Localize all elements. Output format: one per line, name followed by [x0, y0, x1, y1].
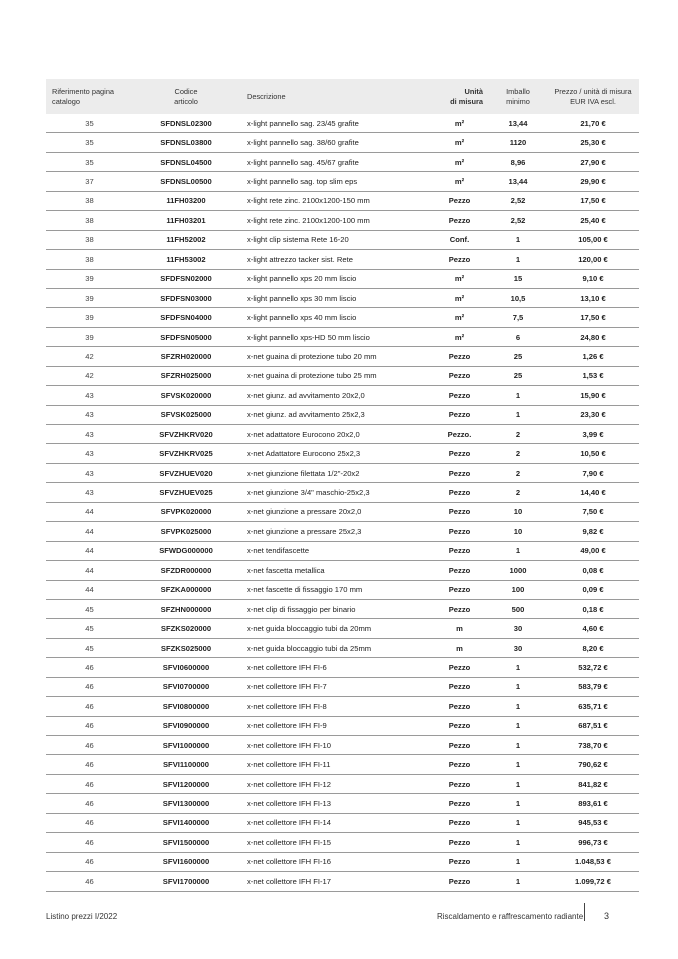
cell-catalog-page: 38	[46, 191, 133, 210]
table-row	[46, 327, 639, 346]
cell-article-code: 11FH03201	[133, 211, 239, 230]
cell-article-code: SFZDR000000	[133, 561, 239, 580]
cell-description: x-net giunz. ad avvitamento 20x2,0	[239, 386, 430, 405]
cell-unit: Pezzo	[430, 347, 489, 366]
cell-unit: Pezzo	[430, 813, 489, 832]
cell-description: x-net giunzione a pressare 20x2,0	[239, 502, 430, 521]
table-row	[46, 697, 639, 716]
cell-price: 27,90 €	[547, 152, 639, 171]
price-table	[46, 79, 639, 892]
cell-description: x-light pannello sag. 23/45 grafite	[239, 114, 430, 133]
header-catalog-page: Riferimento pagina catalogo	[46, 79, 133, 114]
cell-article-code: SFVZHKRV020	[133, 425, 239, 444]
cell-catalog-page: 44	[46, 561, 133, 580]
cell-price: 8,20 €	[547, 638, 639, 657]
header-unit: Unità di misura	[430, 79, 489, 114]
cell-min-pack: 13,44	[489, 172, 547, 191]
footer-section-title: Riscaldamento e raffrescamento radiante	[437, 912, 584, 921]
cell-min-pack: 1	[489, 813, 547, 832]
cell-catalog-page: 44	[46, 541, 133, 560]
cell-min-pack: 1	[489, 755, 547, 774]
cell-catalog-page: 46	[46, 755, 133, 774]
cell-catalog-page: 43	[46, 386, 133, 405]
cell-article-code: SFWDG000000	[133, 541, 239, 560]
cell-unit: m²	[430, 308, 489, 327]
header-min-pack: Imballo minimo	[489, 79, 547, 114]
table-row	[46, 716, 639, 735]
cell-min-pack: 10	[489, 502, 547, 521]
cell-catalog-page: 45	[46, 599, 133, 618]
cell-catalog-page: 37	[46, 172, 133, 191]
cell-unit: m²	[430, 327, 489, 346]
cell-article-code: SFZKS020000	[133, 619, 239, 638]
table-row	[46, 463, 639, 482]
cell-min-pack: 10,5	[489, 288, 547, 307]
cell-description: x-net collettore IFH FI-17	[239, 872, 430, 891]
cell-price: 17,50 €	[547, 191, 639, 210]
table-row	[46, 386, 639, 405]
cell-catalog-page: 43	[46, 405, 133, 424]
cell-catalog-page: 39	[46, 308, 133, 327]
cell-description: x-net clip di fissaggio per binario	[239, 599, 430, 618]
table-row	[46, 522, 639, 541]
cell-price: 583,79 €	[547, 677, 639, 696]
cell-min-pack: 1	[489, 658, 547, 677]
page-number: 3	[604, 911, 610, 921]
cell-unit: Conf.	[430, 230, 489, 249]
cell-min-pack: 1	[489, 386, 547, 405]
cell-description: x-net adattatore Eurocono 20x2,0	[239, 425, 430, 444]
cell-min-pack: 30	[489, 638, 547, 657]
cell-description: x-light rete zinc. 2100x1200-150 mm	[239, 191, 430, 210]
cell-unit: m²	[430, 114, 489, 133]
cell-price: 687,51 €	[547, 716, 639, 735]
cell-min-pack: 1	[489, 677, 547, 696]
cell-min-pack: 2	[489, 483, 547, 502]
cell-description: x-light pannello sag. top slim eps	[239, 172, 430, 191]
cell-article-code: SFZRH025000	[133, 366, 239, 385]
header-article-code: Codice articolo	[133, 79, 239, 114]
cell-price: 945,53 €	[547, 813, 639, 832]
cell-price: 13,10 €	[547, 288, 639, 307]
table-row	[46, 638, 639, 657]
cell-description: x-net collettore IFH FI-11	[239, 755, 430, 774]
cell-unit: m	[430, 619, 489, 638]
table-body	[46, 114, 639, 891]
cell-unit: Pezzo	[430, 191, 489, 210]
cell-catalog-page: 35	[46, 133, 133, 152]
cell-price: 24,80 €	[547, 327, 639, 346]
cell-article-code: SFVI0600000	[133, 658, 239, 677]
cell-price: 9,10 €	[547, 269, 639, 288]
cell-article-code: SFVZHUEV025	[133, 483, 239, 502]
cell-article-code: SFVI1200000	[133, 774, 239, 793]
cell-min-pack: 1	[489, 697, 547, 716]
cell-price: 532,72 €	[547, 658, 639, 677]
cell-min-pack: 1	[489, 872, 547, 891]
cell-description: x-net collettore IFH FI-8	[239, 697, 430, 716]
cell-price: 49,00 €	[547, 541, 639, 560]
cell-price: 25,40 €	[547, 211, 639, 230]
cell-catalog-page: 46	[46, 813, 133, 832]
cell-catalog-page: 46	[46, 852, 133, 871]
cell-description: x-net tendifascette	[239, 541, 430, 560]
cell-article-code: SFDNSL00500	[133, 172, 239, 191]
cell-catalog-page: 35	[46, 114, 133, 133]
table-row	[46, 133, 639, 152]
cell-min-pack: 100	[489, 580, 547, 599]
table-row	[46, 736, 639, 755]
cell-unit: m	[430, 638, 489, 657]
cell-min-pack: 2	[489, 425, 547, 444]
table-row	[46, 813, 639, 832]
cell-min-pack: 1	[489, 405, 547, 424]
cell-description: x-net collettore IFH FI-6	[239, 658, 430, 677]
cell-article-code: SFVI1000000	[133, 736, 239, 755]
cell-description: x-net giunz. ad avvitamento 25x2,3	[239, 405, 430, 424]
cell-article-code: SFVI1400000	[133, 813, 239, 832]
cell-unit: Pezzo	[430, 716, 489, 735]
cell-min-pack: 1	[489, 716, 547, 735]
cell-description: x-net collettore IFH FI-15	[239, 833, 430, 852]
cell-unit: Pezzo	[430, 366, 489, 385]
cell-catalog-page: 35	[46, 152, 133, 171]
cell-unit: Pezzo	[430, 774, 489, 793]
table-row	[46, 405, 639, 424]
cell-description: x-light pannello sag. 38/60 grafite	[239, 133, 430, 152]
cell-price: 1,53 €	[547, 366, 639, 385]
cell-catalog-page: 46	[46, 736, 133, 755]
cell-price: 1.099,72 €	[547, 872, 639, 891]
cell-description: x-net collettore IFH FI-9	[239, 716, 430, 735]
cell-description: x-light pannello sag. 45/67 grafite	[239, 152, 430, 171]
cell-price: 17,50 €	[547, 308, 639, 327]
table-header	[46, 79, 639, 114]
cell-min-pack: 8,96	[489, 152, 547, 171]
table-row	[46, 308, 639, 327]
cell-catalog-page: 46	[46, 872, 133, 891]
cell-min-pack: 1	[489, 833, 547, 852]
cell-description: x-light rete zinc. 2100x1200-100 mm	[239, 211, 430, 230]
cell-price: 3,99 €	[547, 425, 639, 444]
cell-unit: Pezzo	[430, 677, 489, 696]
cell-unit: Pezzo	[430, 794, 489, 813]
cell-price: 120,00 €	[547, 250, 639, 269]
cell-min-pack: 2	[489, 444, 547, 463]
cell-unit: Pezzo	[430, 736, 489, 755]
cell-unit: Pezzo	[430, 872, 489, 891]
cell-min-pack: 10	[489, 522, 547, 541]
cell-price: 7,50 €	[547, 502, 639, 521]
cell-catalog-page: 39	[46, 288, 133, 307]
cell-catalog-page: 38	[46, 211, 133, 230]
cell-catalog-page: 42	[46, 366, 133, 385]
cell-min-pack: 25	[489, 366, 547, 385]
cell-catalog-page: 43	[46, 444, 133, 463]
cell-catalog-page: 46	[46, 697, 133, 716]
cell-description: x-net giunzione a pressare 25x2,3	[239, 522, 430, 541]
cell-description: x-net guaina di protezione tubo 20 mm	[239, 347, 430, 366]
cell-min-pack: 1000	[489, 561, 547, 580]
cell-price: 9,82 €	[547, 522, 639, 541]
cell-description: x-light pannello xps 20 mm liscio	[239, 269, 430, 288]
cell-min-pack: 2	[489, 463, 547, 482]
cell-price: 841,82 €	[547, 774, 639, 793]
cell-catalog-page: 44	[46, 502, 133, 521]
cell-article-code: SFVZHUEV020	[133, 463, 239, 482]
cell-unit: Pezzo	[430, 561, 489, 580]
footer-price-list: Listino prezzi I/2022	[46, 912, 118, 921]
cell-description: x-net guida bloccaggio tubi da 20mm	[239, 619, 430, 638]
cell-min-pack: 1	[489, 736, 547, 755]
table-row	[46, 191, 639, 210]
table-row	[46, 561, 639, 580]
cell-price: 15,90 €	[547, 386, 639, 405]
cell-unit: Pezzo	[430, 833, 489, 852]
cell-price: 738,70 €	[547, 736, 639, 755]
footer-divider	[584, 903, 585, 921]
cell-description: x-light pannello xps-HD 50 mm liscio	[239, 327, 430, 346]
cell-article-code: 11FH52002	[133, 230, 239, 249]
cell-unit: Pezzo	[430, 386, 489, 405]
table-row	[46, 114, 639, 133]
cell-catalog-page: 38	[46, 250, 133, 269]
cell-unit: Pezzo	[430, 250, 489, 269]
cell-article-code: SFVPK025000	[133, 522, 239, 541]
cell-article-code: SFVI1700000	[133, 872, 239, 891]
cell-catalog-page: 46	[46, 774, 133, 793]
cell-price: 21,70 €	[547, 114, 639, 133]
cell-catalog-page: 39	[46, 269, 133, 288]
cell-catalog-page: 43	[46, 483, 133, 502]
cell-article-code: SFVI1600000	[133, 852, 239, 871]
cell-unit: Pezzo	[430, 463, 489, 482]
cell-min-pack: 25	[489, 347, 547, 366]
cell-min-pack: 1	[489, 794, 547, 813]
table-row	[46, 794, 639, 813]
header-description: Descrizione	[239, 79, 430, 114]
cell-article-code: SFDFSN03000	[133, 288, 239, 307]
cell-article-code: SFVI1100000	[133, 755, 239, 774]
cell-unit: Pezzo	[430, 522, 489, 541]
cell-price: 23,30 €	[547, 405, 639, 424]
cell-price: 7,90 €	[547, 463, 639, 482]
cell-min-pack: 1	[489, 852, 547, 871]
cell-catalog-page: 44	[46, 522, 133, 541]
cell-price: 0,18 €	[547, 599, 639, 618]
cell-unit: m²	[430, 152, 489, 171]
cell-unit: m²	[430, 172, 489, 191]
cell-unit: m²	[430, 288, 489, 307]
cell-unit: m²	[430, 133, 489, 152]
cell-article-code: SFVI0900000	[133, 716, 239, 735]
cell-description: x-net fascetta metallica	[239, 561, 430, 580]
cell-min-pack: 1	[489, 774, 547, 793]
cell-price: 1,26 €	[547, 347, 639, 366]
cell-article-code: SFDNSL02300	[133, 114, 239, 133]
cell-price: 4,60 €	[547, 619, 639, 638]
cell-min-pack: 2,52	[489, 191, 547, 210]
cell-catalog-page: 43	[46, 425, 133, 444]
cell-price: 0,08 €	[547, 561, 639, 580]
cell-description: x-net collettore IFH FI-12	[239, 774, 430, 793]
cell-unit: Pezzo	[430, 658, 489, 677]
cell-catalog-page: 46	[46, 794, 133, 813]
table-row	[46, 250, 639, 269]
cell-description: x-net guaina di protezione tubo 25 mm	[239, 366, 430, 385]
table-row	[46, 619, 639, 638]
cell-article-code: SFVPK020000	[133, 502, 239, 521]
cell-description: x-net giunzione filettata 1/2"-20x2	[239, 463, 430, 482]
cell-unit: Pezzo	[430, 483, 489, 502]
cell-catalog-page: 45	[46, 619, 133, 638]
cell-unit: Pezzo	[430, 541, 489, 560]
cell-price: 635,71 €	[547, 697, 639, 716]
cell-article-code: SFVZHKRV025	[133, 444, 239, 463]
cell-catalog-page: 42	[46, 347, 133, 366]
cell-unit: Pezzo	[430, 502, 489, 521]
cell-article-code: SFDNSL03800	[133, 133, 239, 152]
cell-description: x-net collettore IFH FI-10	[239, 736, 430, 755]
cell-min-pack: 500	[489, 599, 547, 618]
cell-article-code: SFZKA000000	[133, 580, 239, 599]
cell-price: 790,62 €	[547, 755, 639, 774]
cell-unit: Pezzo	[430, 211, 489, 230]
cell-catalog-page: 44	[46, 580, 133, 599]
cell-price: 14,40 €	[547, 483, 639, 502]
cell-article-code: SFVI0700000	[133, 677, 239, 696]
table-row	[46, 269, 639, 288]
cell-description: x-net fascette di fissaggio 170 mm	[239, 580, 430, 599]
cell-unit: m²	[430, 269, 489, 288]
table-row	[46, 658, 639, 677]
cell-description: x-net collettore IFH FI-14	[239, 813, 430, 832]
table-row	[46, 599, 639, 618]
cell-min-pack: 15	[489, 269, 547, 288]
cell-unit: Pezzo	[430, 697, 489, 716]
cell-unit: Pezzo	[430, 755, 489, 774]
table-row	[46, 872, 639, 891]
cell-description: x-light pannello xps 30 mm liscio	[239, 288, 430, 307]
cell-article-code: SFZHN000000	[133, 599, 239, 618]
table-row	[46, 774, 639, 793]
cell-price: 0,09 €	[547, 580, 639, 599]
cell-min-pack: 1	[489, 230, 547, 249]
cell-article-code: SFVI1300000	[133, 794, 239, 813]
cell-article-code: SFVI1500000	[133, 833, 239, 852]
cell-min-pack: 1	[489, 541, 547, 560]
cell-unit: Pezzo	[430, 444, 489, 463]
cell-price: 25,30 €	[547, 133, 639, 152]
table-row	[46, 852, 639, 871]
table-row	[46, 755, 639, 774]
cell-min-pack: 2,52	[489, 211, 547, 230]
table-row	[46, 541, 639, 560]
cell-min-pack: 30	[489, 619, 547, 638]
table-row	[46, 425, 639, 444]
cell-catalog-page: 45	[46, 638, 133, 657]
cell-article-code: SFDFSN02000	[133, 269, 239, 288]
cell-article-code: SFVSK025000	[133, 405, 239, 424]
table-row	[46, 502, 639, 521]
table-row	[46, 152, 639, 171]
cell-min-pack: 13,44	[489, 114, 547, 133]
cell-article-code: SFDNSL04500	[133, 152, 239, 171]
cell-article-code: SFVI0800000	[133, 697, 239, 716]
cell-description: x-net collettore IFH FI-7	[239, 677, 430, 696]
header-row	[46, 79, 639, 114]
cell-unit: Pezzo.	[430, 425, 489, 444]
table-row	[46, 444, 639, 463]
table-row	[46, 483, 639, 502]
table-row	[46, 677, 639, 696]
table-row	[46, 833, 639, 852]
cell-description: x-light attrezzo tacker sist. Rete	[239, 250, 430, 269]
cell-catalog-page: 46	[46, 677, 133, 696]
header-price: Prezzo / unità di misura EUR IVA escl.	[547, 79, 639, 114]
cell-article-code: SFDFSN05000	[133, 327, 239, 346]
cell-catalog-page: 38	[46, 230, 133, 249]
cell-min-pack: 1	[489, 250, 547, 269]
cell-description: x-net giunzione 3/4" maschio-25x2,3	[239, 483, 430, 502]
cell-unit: Pezzo	[430, 852, 489, 871]
table-row	[46, 288, 639, 307]
table-row	[46, 172, 639, 191]
cell-unit: Pezzo	[430, 405, 489, 424]
price-table-container	[46, 79, 632, 892]
cell-catalog-page: 46	[46, 658, 133, 677]
cell-price: 893,61 €	[547, 794, 639, 813]
cell-min-pack: 1120	[489, 133, 547, 152]
cell-min-pack: 7,5	[489, 308, 547, 327]
cell-catalog-page: 46	[46, 716, 133, 735]
cell-price: 10,50 €	[547, 444, 639, 463]
cell-description: x-net guida bloccaggio tubi da 25mm	[239, 638, 430, 657]
cell-price: 1.048,53 €	[547, 852, 639, 871]
cell-description: x-net collettore IFH FI-16	[239, 852, 430, 871]
cell-catalog-page: 46	[46, 833, 133, 852]
table-row	[46, 580, 639, 599]
table-row	[46, 211, 639, 230]
cell-article-code: SFZRH020000	[133, 347, 239, 366]
table-row	[46, 347, 639, 366]
cell-catalog-page: 39	[46, 327, 133, 346]
cell-price: 996,73 €	[547, 833, 639, 852]
cell-description: x-net collettore IFH FI-13	[239, 794, 430, 813]
cell-description: x-light pannello xps 40 mm liscio	[239, 308, 430, 327]
cell-article-code: SFZKS025000	[133, 638, 239, 657]
cell-price: 29,90 €	[547, 172, 639, 191]
cell-unit: Pezzo	[430, 580, 489, 599]
cell-article-code: SFDFSN04000	[133, 308, 239, 327]
cell-price: 105,00 €	[547, 230, 639, 249]
cell-article-code: 11FH03200	[133, 191, 239, 210]
cell-article-code: 11FH53002	[133, 250, 239, 269]
table-row	[46, 230, 639, 249]
cell-description: x-net Adattatore Eurocono 25x2,3	[239, 444, 430, 463]
cell-min-pack: 6	[489, 327, 547, 346]
cell-unit: Pezzo	[430, 599, 489, 618]
cell-catalog-page: 43	[46, 463, 133, 482]
table-row	[46, 366, 639, 385]
cell-article-code: SFVSK020000	[133, 386, 239, 405]
cell-description: x-light clip sistema Rete 16-20	[239, 230, 430, 249]
